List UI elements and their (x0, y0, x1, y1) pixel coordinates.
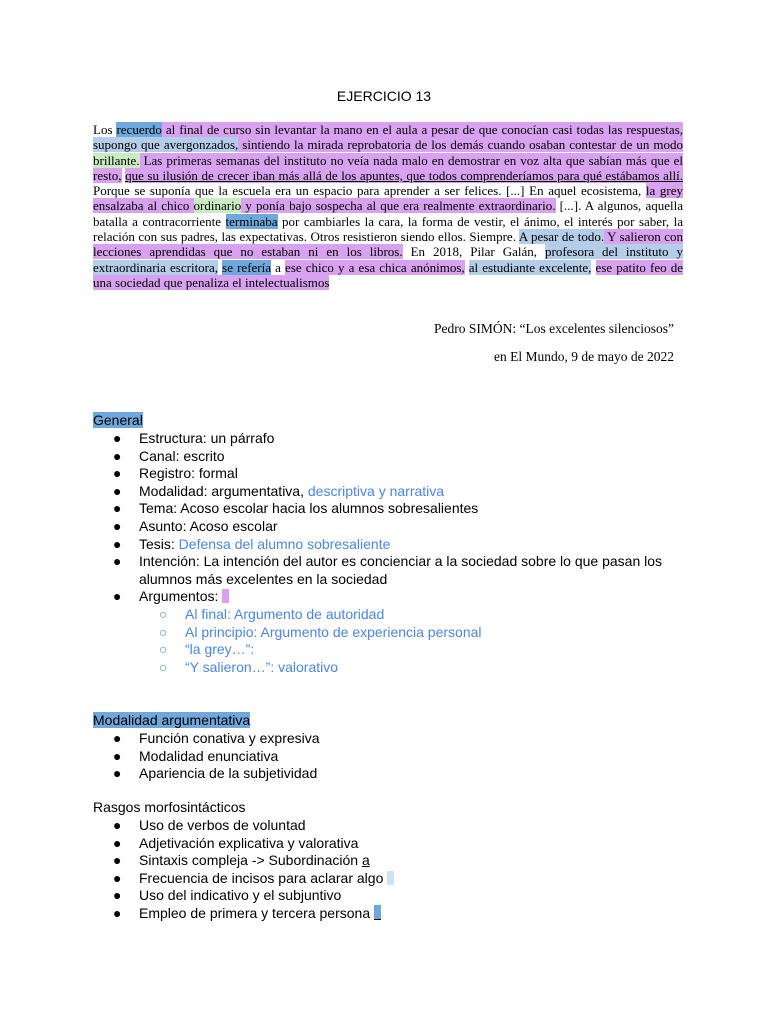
bullet-icon: ● (113, 447, 122, 464)
paragraph-segment (591, 260, 595, 275)
paragraph-segment: Y salieron con lecciones aprendidas que no estaban ni en los libros. (93, 229, 683, 260)
bullet-icon: ● (113, 730, 122, 746)
rasgos-list (113, 817, 693, 923)
list-item (113, 448, 693, 466)
circle-bullet-icon: ○ (159, 641, 168, 658)
list-item (113, 500, 693, 518)
list-item (159, 606, 693, 624)
list-item-text: Apariencia de la subjetividad (139, 765, 318, 782)
list-item (159, 659, 693, 677)
paragraph-segment: y ponía bajo sospecha al que era realmente extraordinario. (241, 198, 556, 214)
bullet-icon: ● (113, 765, 122, 782)
list-item-text: Modalidad enunciativa (139, 747, 279, 764)
bullet-icon: ● (113, 588, 122, 605)
paragraph-segment: ese chico y a esa chica anónimos, (285, 259, 465, 275)
paragraph-segment: [...]. A algunos, aquella batalla a contracorriente (93, 198, 684, 229)
paragraph-segment: ordinario (193, 198, 242, 214)
citation-source: en El Mundo, 9 de mayo de 2022 (494, 349, 674, 364)
list-item-text: Sintaxis compleja -> Subordinación (139, 852, 362, 869)
list-item (113, 870, 693, 888)
citation-author: Pedro SIMÓN: “Los excelentes silenciosos” (434, 321, 674, 336)
modalidad-heading-text: Modalidad argumentativa (93, 712, 251, 728)
paragraph-segment: que su ilusión de crecer iban más allá de los apuntes, que todos comprenderíamos para qué estábamos allí. (125, 167, 683, 183)
list-item (113, 765, 693, 783)
bullet-icon: ● (113, 500, 122, 517)
paragraph-segment: profesora del instituto y extraordinaria escritora, (93, 244, 683, 275)
general-heading-text: General (93, 412, 143, 428)
paragraph-segment: a (271, 259, 286, 275)
list-item-extra: descriptiva y narrativa (304, 482, 445, 499)
circle-bullet-icon: ○ (159, 623, 168, 640)
list-item-text: Frecuencia de incisos para aclarar algo (139, 869, 388, 886)
bullet-icon: ● (113, 904, 122, 921)
modalidad-list (113, 730, 693, 783)
list-item (113, 748, 693, 766)
list-item-text: Canal: escrito (139, 447, 225, 464)
list-item (113, 430, 693, 448)
list-item (113, 887, 693, 905)
highlight-mark (222, 589, 229, 603)
list-item (113, 553, 693, 588)
list-item-text: Tesis: (139, 535, 175, 552)
bullet-icon: ● (113, 465, 122, 482)
list-item (113, 518, 693, 536)
paragraph-segment: Los (93, 122, 117, 137)
list-item-text: Al final: Argumento de autoridad (185, 606, 385, 622)
list-item (113, 465, 693, 483)
argumentos-sublist (113, 606, 693, 676)
paragraph-segment: A pesar de todo. (518, 229, 605, 245)
paragraph-segment: al estudiante excelente, (468, 259, 592, 275)
paragraph-segment: En 2018, Pilar Galán, (402, 244, 545, 260)
list-item-text: Tema: Acoso escolar hacia los alumnos sobresalientes (139, 500, 479, 517)
rasgos-heading: Rasgos morfosintácticos (93, 799, 246, 815)
list-item-text: Modalidad: argumentativa, (139, 482, 304, 499)
circle-bullet-icon: ○ (159, 658, 168, 675)
list-item (159, 624, 693, 642)
general-heading (93, 412, 143, 428)
paragraph-segment: Las primeras semanas del instituto no veía nada malo en demostrar en voz alta que sabían más que el resto, (93, 152, 683, 183)
list-item (113, 835, 693, 853)
list-item (159, 641, 693, 659)
general-list (113, 430, 693, 606)
list-item-text: Empleo de primera y tercera persona (139, 904, 374, 921)
paragraph-segment: se refería (222, 259, 272, 275)
bullet-icon: ● (113, 887, 122, 904)
bullet-icon: ● (113, 517, 122, 534)
list-item (113, 905, 693, 923)
page-title: EJERCICIO 13 (336, 88, 432, 104)
paragraph-segment: sintiendo la mirada reprobatoria de los demás cuando osaban contestar de un modo (238, 137, 683, 153)
list-item-text: Al principio: Argumento de experiencia personal (185, 623, 482, 640)
list-item-text: Adjetivación explicativa y valorativa (139, 834, 359, 851)
paragraph-segment: la grey ensalzaba al chico (93, 183, 684, 214)
highlight-mark (387, 871, 394, 885)
bullet-icon: ● (113, 817, 122, 833)
circle-bullet-icon: ○ (159, 606, 168, 622)
list-item-text: “la grey…”: (185, 641, 255, 658)
bullet-icon: ● (113, 535, 122, 552)
modalidad-heading (93, 712, 250, 728)
bullet-icon: ● (113, 747, 122, 764)
paragraph-segment: recuerdo (116, 122, 162, 137)
list-item (113, 730, 693, 748)
list-item-text: Registro: formal (139, 465, 238, 482)
paragraph-segment: supongo que avergonzados, (93, 137, 239, 153)
paragraph-segment: por cambiarles la cara, la forma de vestir, el ánimo, el interés por saber, la relación con sus padres, las expectativas. Otros resistieron siendo ellos. Siempre. (93, 213, 683, 245)
bullet-icon: ● (113, 430, 122, 446)
bullet-icon: ● (113, 869, 122, 886)
list-item (113, 536, 693, 554)
bullet-icon: ● (113, 482, 122, 499)
text-paragraph (93, 122, 683, 290)
paragraph-segment: brillante. (93, 152, 140, 168)
list-item (113, 852, 693, 870)
list-item-text: Estructura: un párrafo (139, 430, 275, 446)
list-item-extra: Defensa del alumno sobresaliente (174, 535, 391, 552)
list-item-suffix: a (361, 852, 370, 869)
list-item-text: Intención: La intención del autor es concienciar a la sociedad sobre lo que pasan los alumnos más excelentes en la sociedad (139, 553, 663, 587)
bullet-icon: ● (113, 834, 122, 851)
list-item (113, 483, 693, 501)
paragraph-segment: al final de curso sin levantar la mano en el aula a pesar de que conocían casi todas las respuestas, (161, 122, 684, 137)
list-item-text: Argumentos: (139, 588, 223, 605)
highlight-mark (374, 905, 381, 920)
list-item-text: Uso de verbos de voluntad (139, 817, 306, 833)
list-item-text: “Y salieron…”: valorativo (185, 658, 339, 675)
paragraph-segment: terminaba (225, 213, 278, 229)
list-item (113, 588, 693, 606)
bullet-icon: ● (113, 852, 122, 869)
list-item-text: Función conativa y expresiva (139, 730, 320, 746)
list-item-text: Asunto: Acoso escolar (139, 517, 278, 534)
paragraph-segment: ese patito feo de una sociedad que penaliza el intelectualismos (93, 259, 683, 290)
bullet-icon: ● (113, 553, 122, 570)
list-item (113, 817, 693, 835)
list-item-text: Uso del indicativo y el subjuntivo (139, 887, 342, 904)
paragraph-segment: Porque se suponía que la escuela era un espacio para aprender a ser felices. [...] En aquel ecosistema, (93, 183, 646, 199)
